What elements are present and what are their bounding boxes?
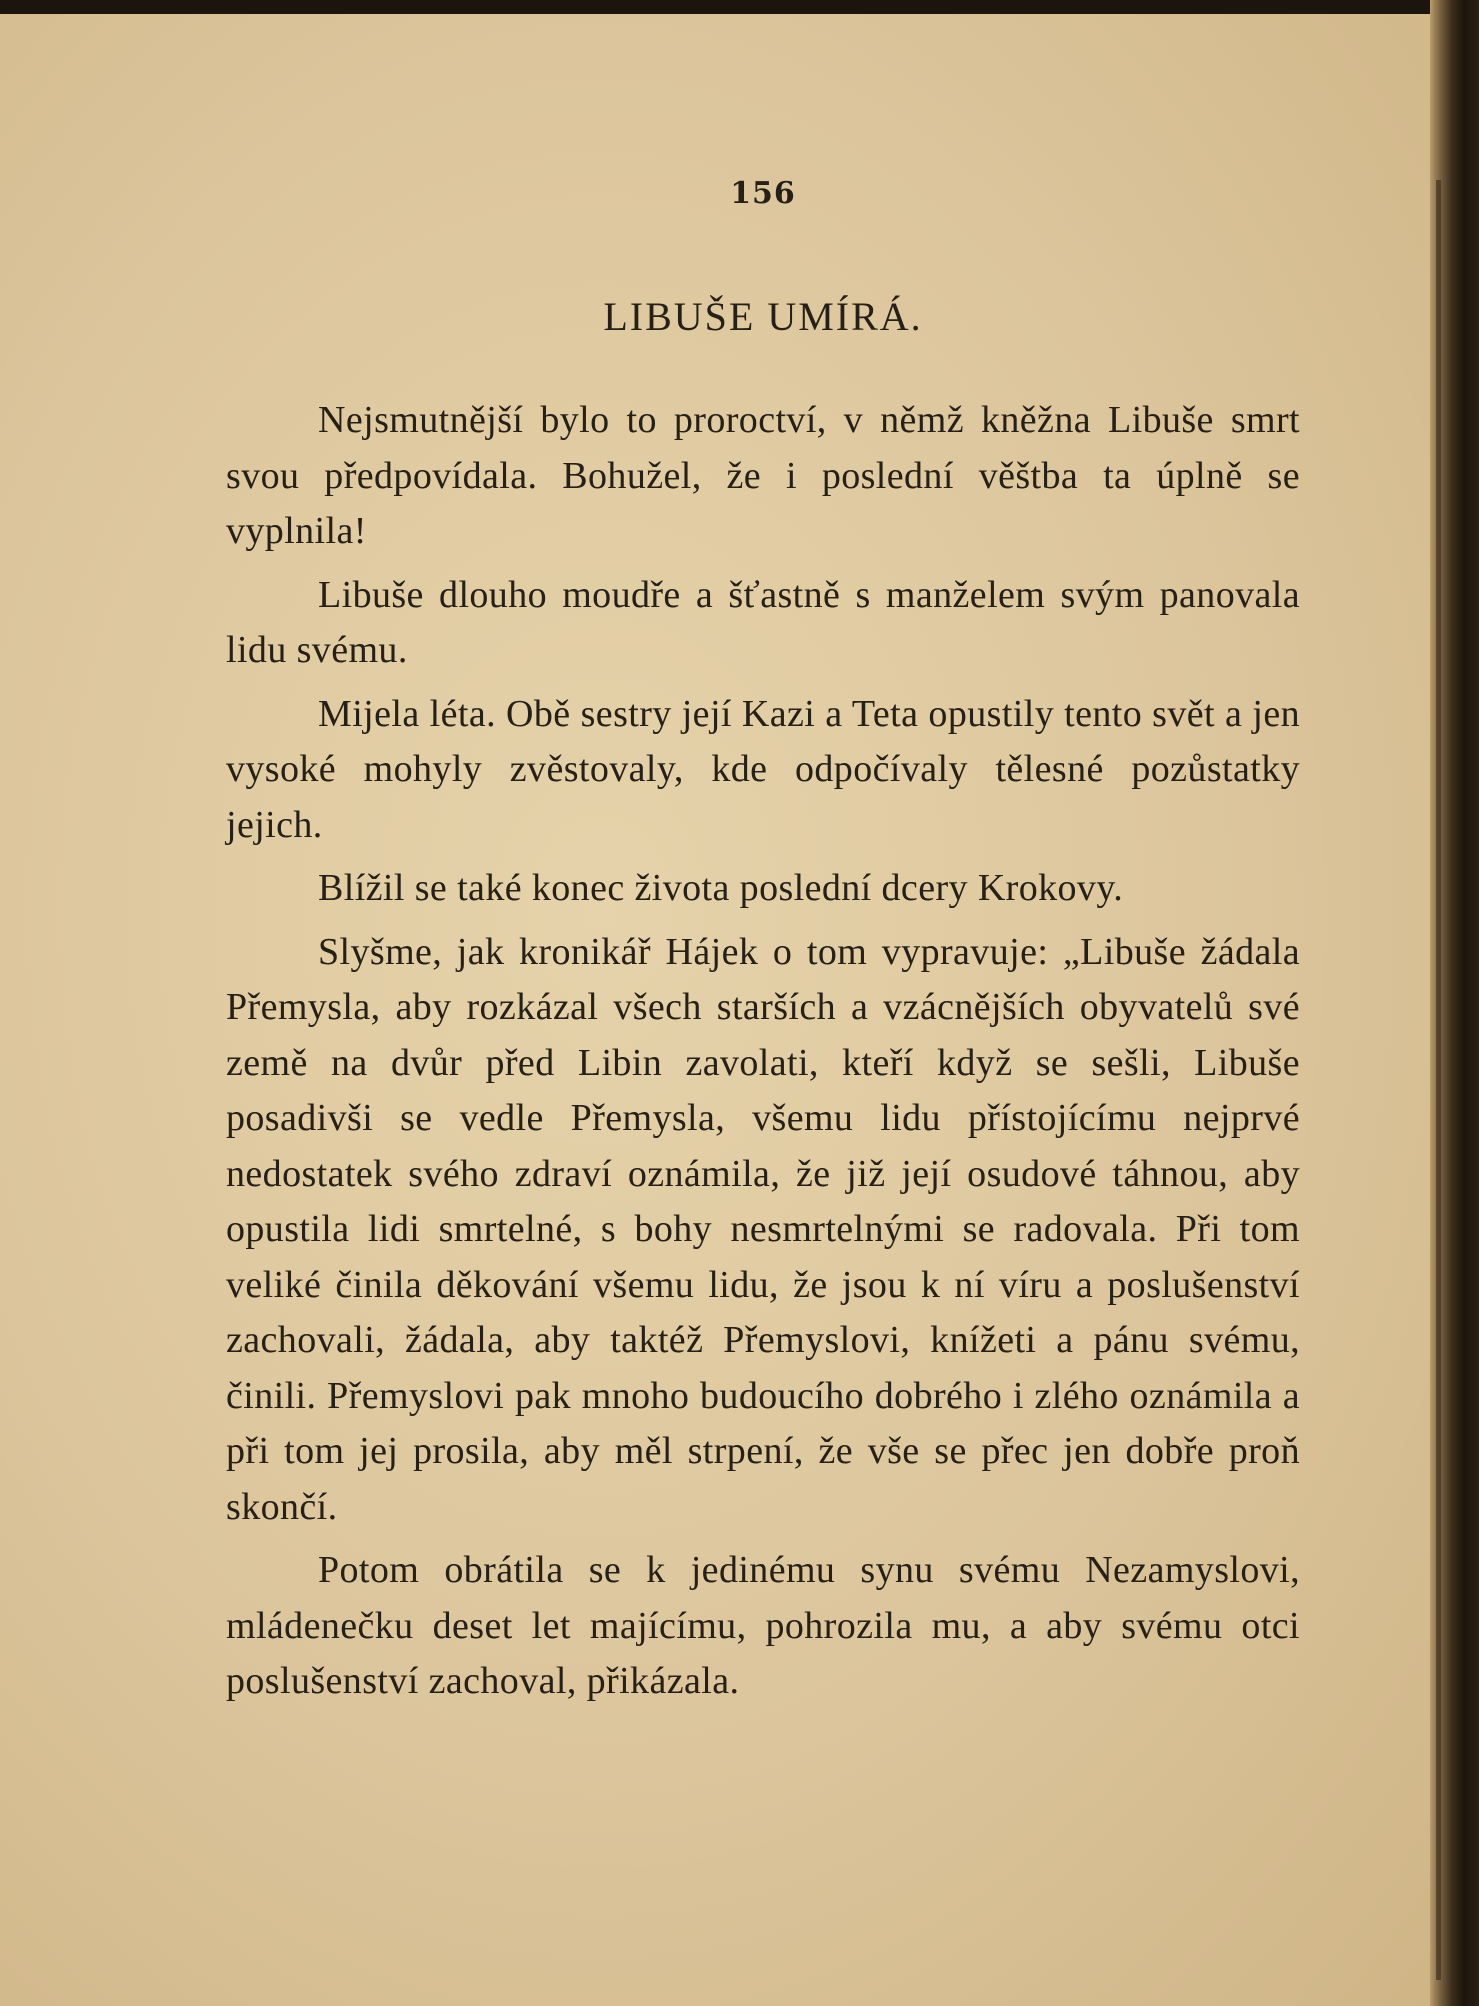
paragraph: Libuše dlouho moudře a šťastně s manželem svým panovala lidu svému. xyxy=(226,573,1300,671)
page-number: 156 xyxy=(730,176,796,211)
paragraph: Mijela léta. Obě sestry její Kazi a Teta opustily tento svět a jen vysoké mohyly zvěstovaly, kde odpočívaly tělesné pozůstatky jejich. xyxy=(226,692,1300,846)
top-edge xyxy=(0,0,1479,14)
chapter-title: LIBUŠE UMÍRÁ. xyxy=(603,294,923,339)
paragraph: Blížil se také konec života poslední dcery Krokovy. xyxy=(318,867,1124,909)
spine-shadow-line xyxy=(1436,180,1441,1980)
paragraph: Nejsmutnější bylo to proroctví, v němž kněžna Libuše smrt svou předpovídala. Bohužel, že i poslední věštba ta úplně se vyplnila! xyxy=(226,399,1300,552)
body-text xyxy=(226,393,1300,1718)
paragraph: Potom obrátila se k jedinému synu svému Nezamyslovi, mládenečku deset let majícímu, pohrozila mu, a aby svému otci poslušenství zachoval, přikázala. xyxy=(226,1549,1300,1702)
paragraph: Slyšme, jak kronikář Hájek o tom vypravuje: „Libuše žádala Přemysla, aby rozkázal všech starších a vzácnějších obyvatelů své země na dvůr před Libin zavolati, kteří když se sešli, Libuše posadivši se vedle Přemysla, všemu lidu přístojícímu nejprvé nedostatek svého zdraví oznámila, že již její osudové táhnou, aby opustila lidi smrtelné, s bohy nesmrtelnými se radovala. Při tom veliké činila děkování všemu lidu, že jsou k ní víru a poslušenství zachovali, žádala, aby taktéž Přemyslovi, knížeti a pánu svému, činili. Přemyslovi pak mnoho budoucího dobrého i zlého oznámila a při tom jej prosila, aby měl strpení, že vše se přec jen dobře proň skončí. xyxy=(226,930,1300,1528)
